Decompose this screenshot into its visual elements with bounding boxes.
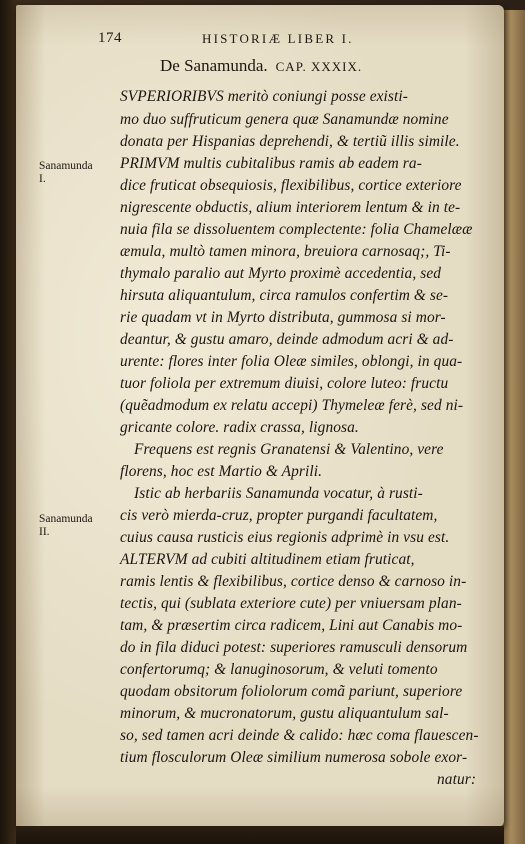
- page-number: 174: [98, 30, 122, 46]
- text-line: (quẽadmodum ex relatu accepi) Thymeleæ ferè, sed ni-: [120, 397, 464, 414]
- text-line: mo duo suffruticum genera quæ Sanamundæ nomine: [120, 111, 449, 128]
- text-line: hirsuta aliquantulum, circa ramulos confertim & se-: [120, 287, 449, 304]
- margin-note-sanamunda-2: [39, 513, 93, 539]
- text-line: donata per Hispanias deprehendi, & tertiũ illis simile.: [120, 133, 460, 150]
- text-line: dice fruticat obsequiosis, flexibilibus, cortice exteriore: [120, 177, 462, 194]
- text-line: so, sed tamen acri deinde & calido: hæc coma flauescen-: [120, 727, 479, 744]
- chapter-title: De Sanamunda.: [160, 56, 268, 75]
- text-line: rie quadam vt in Myrto distributa, gummosa si mor-: [120, 309, 446, 326]
- text-line: nigrescente obductis, alium interiorem lentum & in te-: [120, 199, 461, 216]
- text-line: Frequens est regnis Granatensi & Valentino, vere: [134, 441, 444, 458]
- text-line: minorum, & mucronatorum, gustu aliquantulum sal-: [120, 705, 449, 722]
- text-line: florens, hoc est Martio & Aprili.: [120, 463, 323, 480]
- text-line: PRIMVM multis cubitalibus ramis ab eadem ra-: [120, 155, 422, 172]
- text-line: quodam obsitorum foliolorum comã pariunt, superiore: [120, 683, 463, 700]
- text-line: confertorumq; & lanuginosorum, & veluti tomento: [120, 661, 438, 678]
- running-title: HISTORIÆ LIBER I.: [202, 31, 354, 46]
- text-line: thymalo paralio aut Myrto proximè accedentia, sed: [120, 265, 442, 282]
- margin-note-number: I.: [39, 173, 46, 185]
- text-line: deantur, & gustu amaro, deinde admodum acri & ad-: [120, 331, 454, 348]
- text-line: SVPERIORIBVS meritò coniungi posse existi-: [120, 88, 409, 105]
- text-line: ALTERVM ad cubiti altitudinem etiam fruticat,: [120, 551, 415, 568]
- text-line: gricante colore. radix crassa, lignosa.: [120, 419, 359, 436]
- text-line: tium flosculorum Oleæ similium numerosa sobole exor-: [120, 749, 468, 766]
- text-line: urente: flores inter folia Oleæ similes, oblongi, in qua-: [120, 353, 463, 370]
- text-line: ramis lentis & flexibilibus, cortice denso & carnoso in-: [120, 573, 467, 590]
- text-line: tam, & præsertim circa radicem, Lini aut Canabis mo-: [120, 617, 463, 634]
- text-line: cuius causa rusticis eius regionis adprimè in vsu est.: [120, 529, 450, 546]
- margin-note-number: II.: [39, 526, 50, 538]
- text-line: tectis, qui (sublata exteriore cute) per vniuersam plan-: [120, 595, 462, 612]
- margin-note-name: Sanamunda: [39, 160, 93, 172]
- text-line: nuia fila se dissoluentem complectente: folia Chamelææ: [120, 221, 473, 238]
- text-line: æmula, multò tamen minora, breuiora carnosaq;, Ti-: [120, 243, 451, 260]
- margin-note-sanamunda-1: [39, 160, 93, 186]
- page-bottom-shadow: [16, 826, 504, 844]
- chapter-heading: [160, 56, 362, 76]
- chapter-label: CAP. XXXIX.: [275, 59, 363, 74]
- text-line: natur:: [437, 771, 477, 788]
- text-line: do in fila diduci potest: superiores ramusculi densorum: [120, 639, 468, 656]
- margin-note-name: Sanamunda: [39, 513, 93, 525]
- text-line: tuor foliola per extremum diuisi, colore luteo: fructu: [120, 375, 449, 392]
- text-line: cis verò mierda-cruz, propter purgandi facultatem,: [120, 507, 438, 524]
- text-line: Istic ab herbariis Sanamunda vocatur, à rusti-: [134, 485, 423, 502]
